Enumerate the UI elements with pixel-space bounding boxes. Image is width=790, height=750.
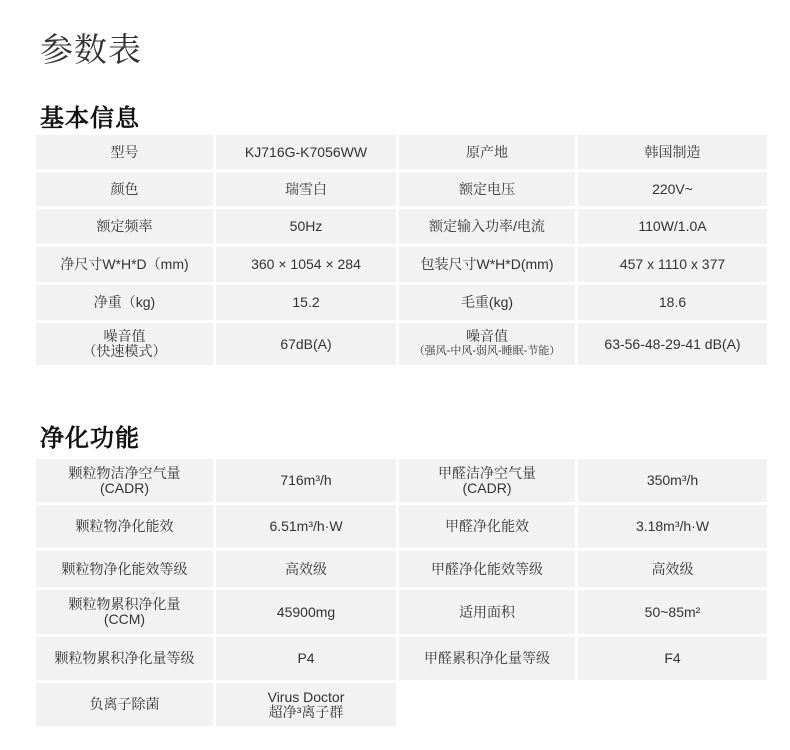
spec-value-cell [216,323,396,365]
spec-value-cell [216,209,396,244]
purify-table [33,456,770,729]
cell-text-line: 原产地 [466,143,508,160]
spec-label-cell [36,323,213,365]
section-title-basic: 基本信息 [40,105,140,132]
cell-text-line: 颗粒物洁净空气量 [68,464,181,481]
cell-text-line: 瑞雪白 [285,180,327,197]
cell-text-line: 韩国制造 [644,143,701,160]
spec-value-cell [216,551,396,587]
cell-text-line: 负离子除菌 [89,696,160,712]
spec-value-cell [216,637,396,680]
table-row [36,590,767,634]
cell-text-line: 噪音值 [466,328,508,344]
cell-text-line: 716m³/h [280,472,332,488]
spec-value-cell [578,247,767,282]
empty-cell [578,683,767,726]
table-row [36,459,767,502]
cell-text-line: 110W/1.0A [638,218,707,234]
cell-text-line: 颗粒物累积净化量等级 [54,650,195,666]
cell-text-line: 额定频率 [96,218,153,234]
cell-text-line: 350m³/h [646,472,699,488]
cell-text-line: KJ716G-K7056WW [244,143,368,160]
cell-text-line: 甲醛累积净化量等级 [424,650,550,666]
cell-text-line: 6.51m³/h·W [269,518,343,534]
spec-value-cell [578,637,767,680]
cell-text-line: 颗粒物净化能效 [75,518,174,534]
table-row [36,135,767,169]
spec-value-cell [578,135,767,169]
spec-label-cell [399,285,575,320]
spec-label-cell [399,590,575,634]
spec-value-cell [578,590,767,634]
spec-value-cell [578,323,767,365]
table-row [36,551,767,587]
spec-value-cell [216,683,396,726]
table-row [36,505,767,548]
table-row [36,683,767,726]
spec-label-cell [399,135,575,169]
spec-label-cell [399,172,575,206]
cell-text-line: 高效级 [651,560,694,577]
cell-text-line: 噪音值 [103,328,146,344]
cell-text-line: 型号 [110,143,139,160]
spec-value-cell [578,459,767,502]
table-row [36,247,767,282]
spec-label-cell [36,285,213,320]
table-row [36,323,767,365]
spec-value-cell [216,590,396,634]
spec-label-cell [36,683,213,726]
table-row [36,209,767,244]
spec-label-cell [399,323,575,365]
cell-text-line: (CCM) [103,611,146,627]
spec-label-cell [36,247,213,282]
table-row [36,285,767,320]
cell-text-line: 3.18m³/h·W [635,518,710,534]
cell-text-line: 包装尺寸W*H*D(mm) [420,256,554,272]
cell-text-line: （强风-中风-弱风-睡眠-节能） [413,345,561,357]
empty-cell [399,683,575,726]
spec-label-cell [36,637,213,680]
spec-value-cell [216,172,396,206]
cell-text-line: 50Hz [289,218,323,234]
cell-text-line: 甲醛净化能效 [445,518,529,534]
table-row [36,172,767,206]
cell-text-line: 457 x 1110 x 377 [619,256,726,272]
cell-text-line: 18.6 [658,294,687,310]
page-title: 参数表 [40,31,142,68]
cell-text-line: 45900mg [276,603,336,620]
cell-text-line: (CADR) [100,479,149,496]
cell-text-line: 甲醛净化能效等级 [431,560,543,577]
section-title-purify: 净化功能 [40,425,140,452]
spec-label-cell [36,209,213,244]
cell-text-line: 360 × 1054 × 284 [251,256,361,272]
spec-label-cell [399,247,575,282]
spec-label-cell [399,551,575,587]
cell-text-line: 50~85m² [644,603,701,620]
cell-text-line: 额定电压 [459,180,515,197]
basic-info-table [33,132,770,368]
cell-text-line: 颗粒物累积净化量 [68,596,181,612]
spec-label-cell [36,551,213,587]
cell-text-line: F4 [664,650,681,666]
spec-value-cell [216,135,396,169]
cell-text-line: 甲醛洁净空气量 [438,464,536,481]
spec-value-cell [216,505,396,548]
cell-text-line: 净尺寸W*H*D（mm) [60,256,189,272]
spec-value-cell [216,285,396,320]
cell-text-line: 15.2 [292,294,320,310]
spec-value-cell [578,209,767,244]
spec-label-cell [36,590,213,634]
cell-text-line: 220V~ [652,180,693,197]
cell-text-line: 适用面积 [459,603,515,620]
spec-value-cell [578,551,767,587]
cell-text-line: 颗粒物净化能效等级 [61,560,188,577]
spec-label-cell [36,459,213,502]
cell-text-line: 67dB(A) [280,335,332,352]
spec-label-cell [399,209,575,244]
cell-text-line: （快速模式） [82,343,167,359]
cell-text-line: (CADR) [462,479,512,496]
spec-value-cell [216,459,396,502]
spec-value-cell [578,505,767,548]
spec-label-cell [36,172,213,206]
table-row [36,637,767,680]
cell-text-line: 颜色 [110,180,139,197]
cell-text-line: 净重（kg) [93,294,156,310]
cell-text-line: 超净³离子群 [268,703,344,720]
spec-value-cell [578,285,767,320]
cell-text-line: 63-56-48-29-41 dB(A) [604,335,741,352]
spec-label-cell [399,459,575,502]
spec-label-cell [36,135,213,169]
spec-label-cell [399,637,575,680]
spec-label-cell [399,505,575,548]
cell-text-line: 高效级 [285,560,327,577]
cell-text-line: P4 [297,650,315,666]
spec-value-cell [216,247,396,282]
cell-text-line: Virus Doctor [267,688,345,705]
spec-label-cell [36,505,213,548]
cell-text-line: 额定输入功率/电流 [429,218,545,234]
cell-text-line: 毛重(kg) [460,294,514,310]
spec-value-cell [578,172,767,206]
